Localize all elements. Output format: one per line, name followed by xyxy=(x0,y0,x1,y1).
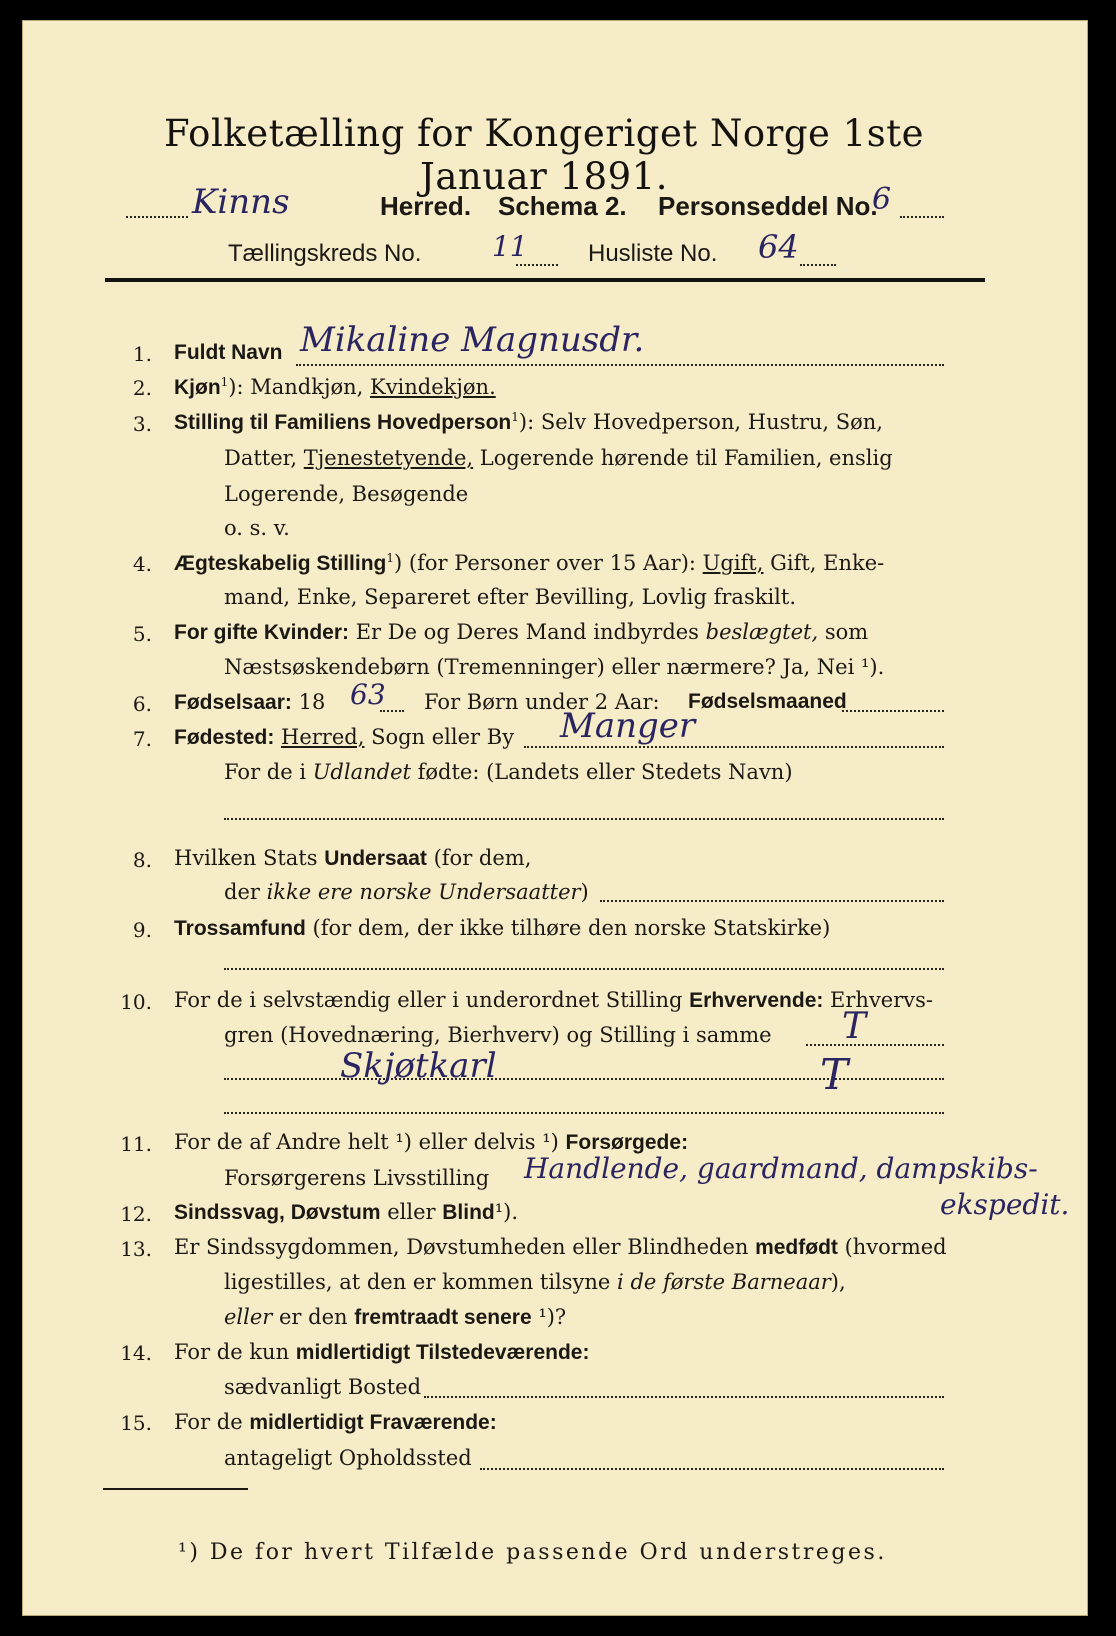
q6-under2-text: For Børn under 2 Aar: xyxy=(424,690,660,714)
q1-dotted-line xyxy=(296,364,944,366)
q3-label: Stilling til Familiens Hovedperson xyxy=(174,411,512,434)
q7-text2b: fødte: (Landets eller Stedets Navn) xyxy=(410,760,793,784)
q7-abroad-dotted-line xyxy=(224,818,944,820)
q7-birthplace-handwritten: Manger xyxy=(560,706,696,746)
husliste-label: Husliste No. xyxy=(588,240,718,267)
q1-label: Fuldt Navn xyxy=(174,341,283,364)
q6-year-handwritten: 63 xyxy=(350,678,386,711)
q6-line xyxy=(174,690,325,715)
kreds-number-handwritten: 11 xyxy=(492,230,528,263)
q13-text2a: ligestilles, at den er kommen tilsyne xyxy=(224,1270,618,1294)
q5-text1i: beslægtet, xyxy=(705,620,819,644)
q8-text2b: ) xyxy=(580,880,589,904)
q8-number: 8. xyxy=(132,848,152,872)
q8-dotted-line xyxy=(600,900,944,902)
q13-text3a: er den xyxy=(272,1305,355,1329)
q15-label: midlertidigt Fraværende: xyxy=(249,1411,497,1434)
q3-number: 3. xyxy=(132,412,152,436)
q13-label: medfødt xyxy=(755,1236,838,1259)
q15-dotted-line xyxy=(480,1468,944,1470)
form-title: Folketælling for Kongeriget Norge 1ste Januar 1891. xyxy=(164,112,924,198)
q4-text1a: ) (for Personer over 15 Aar): xyxy=(394,551,703,575)
q10-line1 xyxy=(174,988,933,1013)
q13-line3 xyxy=(224,1305,566,1330)
q10-line4-dotted-line xyxy=(224,1112,944,1114)
footnote-rule xyxy=(103,1488,248,1490)
q4-line1: Ægteskabelig Stilling$^1$) (for Personer over 15 Aar): Ugift, Gift, Enke- xyxy=(174,551,885,575)
q9-number: 9. xyxy=(132,918,152,942)
q8-line1 xyxy=(174,846,531,871)
q7-line2 xyxy=(224,760,793,784)
q13-line1 xyxy=(174,1235,947,1260)
q2-line: Kjøn$^1$): Mandkjøn, Kvindekjøn. xyxy=(174,375,496,399)
q13-label-senere: fremtraadt senere xyxy=(354,1306,532,1329)
q10-text-b: Erhvervs- xyxy=(823,988,934,1012)
kreds-label: Tællingskreds No. xyxy=(228,240,422,267)
personseddel-label: Personseddel No. xyxy=(658,191,878,221)
q13-line2 xyxy=(224,1270,846,1294)
q13-text2i: i de første Barneaar xyxy=(617,1270,831,1294)
q12-line xyxy=(174,1200,518,1225)
q8-label: Undersaat xyxy=(324,847,427,870)
q9-label: Trossamfund xyxy=(174,917,306,940)
q3-line3: Logerende, Besøgende xyxy=(224,482,469,506)
husliste-number-handwritten: 64 xyxy=(758,228,799,266)
herred-label: Herred. xyxy=(380,191,472,221)
q6-fodselsmaaned-label: Fødselsmaaned xyxy=(688,690,847,713)
q15-line1 xyxy=(174,1410,497,1435)
q12-label-blind: Blind xyxy=(442,1201,495,1224)
q10-number: 10. xyxy=(120,990,152,1014)
q8-text2a: der xyxy=(224,880,267,904)
q10-mark-handwritten-2: T xyxy=(820,1050,849,1099)
q14-text: For de kun xyxy=(174,1340,296,1364)
q10-line2-dotted-line xyxy=(806,1044,944,1046)
q13-text3c: ¹)? xyxy=(531,1305,567,1329)
q13-text2b: ), xyxy=(830,1270,846,1294)
q10-line2: gren (Hovednæring, Bierhverv) og Stilling i samme xyxy=(224,1023,772,1047)
personseddel-dotted-line xyxy=(900,216,944,218)
q9-dotted-line xyxy=(224,968,944,970)
q4-line2: mand, Enke, Separeret efter Bevilling, Lovlig fraskilt. xyxy=(224,585,797,609)
q10-mark-handwritten-1: T xyxy=(842,1006,867,1047)
q6-dotted-line xyxy=(842,710,944,712)
q3-text1: ): Selv Hovedperson, Hustru, Søn, xyxy=(518,410,883,434)
q5-number: 5. xyxy=(132,622,152,646)
q1-name-handwritten: Mikaline Magnusdr. xyxy=(300,320,645,360)
q10-text-a: For de i selvstændig eller i underordnet Stilling xyxy=(174,988,690,1012)
q7-option-herred: Herred, xyxy=(281,725,365,749)
q4-text1b: Gift, Enke- xyxy=(763,551,885,575)
q11-provider-handwritten-2: ekspedit. xyxy=(940,1188,1070,1221)
q15-text: For de xyxy=(174,1410,250,1434)
q3-line4: o. s. v. xyxy=(224,516,290,540)
q10-occupation-handwritten: Skjøtkarl xyxy=(340,1046,497,1086)
q5-text1a: Er De og Deres Mand indbyrdes xyxy=(349,620,706,644)
q8-text-a: Hvilken Stats xyxy=(174,846,325,870)
q15-line2: antageligt Opholdssted xyxy=(224,1446,472,1470)
q7-text2i: Udlandet xyxy=(312,760,411,784)
q14-line2: sædvanligt Bosted xyxy=(224,1375,422,1399)
q4-option-ugift: Ugift, xyxy=(702,551,764,575)
q8-text2i: ikke ere norske Undersaatter xyxy=(266,880,581,904)
q5-line2: Næstsøskendebørn (Tremenninger) eller nærmere? Ja, Nei ¹). xyxy=(224,655,885,679)
q4-number: 4. xyxy=(132,552,152,576)
q3-line2 xyxy=(224,446,893,470)
q12-end: ¹). xyxy=(494,1200,519,1224)
q5-line1 xyxy=(174,620,868,645)
q14-number: 14. xyxy=(120,1341,152,1365)
q10-label: Erhvervende: xyxy=(689,989,824,1012)
q14-label: midlertidigt Tilstedeværende: xyxy=(295,1341,590,1364)
q3-text2a: Datter, xyxy=(224,446,304,470)
herred-dotted-line xyxy=(126,216,188,218)
q3-text2b: Logerende hørende til Familien, enslig xyxy=(473,446,893,470)
q8-text-b: (for dem, xyxy=(426,846,532,870)
q11-number: 11. xyxy=(120,1132,152,1156)
herred-name-handwritten: Kinns xyxy=(192,182,290,222)
q5-text1b: som xyxy=(818,620,869,644)
q9-text: (for dem, der ikke tilhøre den norske Statskirke) xyxy=(305,916,831,940)
q13-number: 13. xyxy=(120,1237,152,1261)
q2-number: 2. xyxy=(132,376,152,400)
q2-label: Kjøn xyxy=(174,376,221,399)
q7-label: Fødested: xyxy=(174,726,275,749)
q6-number: 6. xyxy=(132,692,152,716)
q13-text-b: (hvormed xyxy=(837,1235,947,1259)
q4-label: Ægteskabelig Stilling xyxy=(174,552,387,575)
footnote: ¹) De for hvert Tilfælde passende Ord understreges. xyxy=(178,1540,887,1565)
q7-line1 xyxy=(174,725,514,750)
q11-provider-handwritten: Handlende, gaardmand, dampskibs- xyxy=(524,1152,1038,1185)
q7-text: Sogn eller By xyxy=(364,725,515,749)
q1-number: 1. xyxy=(132,342,152,366)
q11-text-a: For de af Andre helt ¹) eller delvis ¹) xyxy=(174,1130,566,1154)
q11-label: Forsørgede: xyxy=(565,1131,689,1154)
husliste-dotted-line xyxy=(800,264,836,266)
q6-year-prefix: 18 xyxy=(298,690,326,714)
q5-label: For gifte Kvinder: xyxy=(174,621,350,644)
q11-line2: Forsørgerens Livsstilling xyxy=(224,1166,490,1190)
q3-line1: Stilling til Familiens Hovedperson$^1$): Selv Hovedperson, Hustru, Søn, xyxy=(174,410,883,434)
q14-line1 xyxy=(174,1340,589,1365)
q7-dotted-line xyxy=(524,746,944,748)
personseddel-number-handwritten: 6 xyxy=(872,182,892,217)
q14-dotted-line xyxy=(424,1396,944,1398)
q13-text-a: Er Sindssygdommen, Døvstumheden eller Blindheden xyxy=(174,1235,756,1259)
q6-year-dotted-line xyxy=(380,710,404,712)
header-divider xyxy=(105,278,985,282)
q7-number: 7. xyxy=(132,727,152,751)
q12-text: eller xyxy=(380,1200,443,1224)
q6-label: Fødselsaar: xyxy=(174,691,292,714)
q13-text3i: eller xyxy=(224,1305,273,1329)
q2-option-kvindekjon: Kvindekjøn. xyxy=(370,375,496,399)
kreds-dotted-line xyxy=(516,264,558,266)
q8-line2 xyxy=(224,880,589,904)
q12-label: Sindssvag, Døvstum xyxy=(174,1201,381,1224)
q12-number: 12. xyxy=(120,1202,152,1226)
q3-option-tjenestetyende: Tjenestetyende, xyxy=(303,446,474,470)
q2-text: ): Mandkjøn, xyxy=(228,375,370,399)
q9-line1 xyxy=(174,916,830,941)
q7-text2a: For de i xyxy=(224,760,313,784)
q15-number: 15. xyxy=(120,1411,152,1435)
schema-label: Schema 2. xyxy=(498,191,627,221)
